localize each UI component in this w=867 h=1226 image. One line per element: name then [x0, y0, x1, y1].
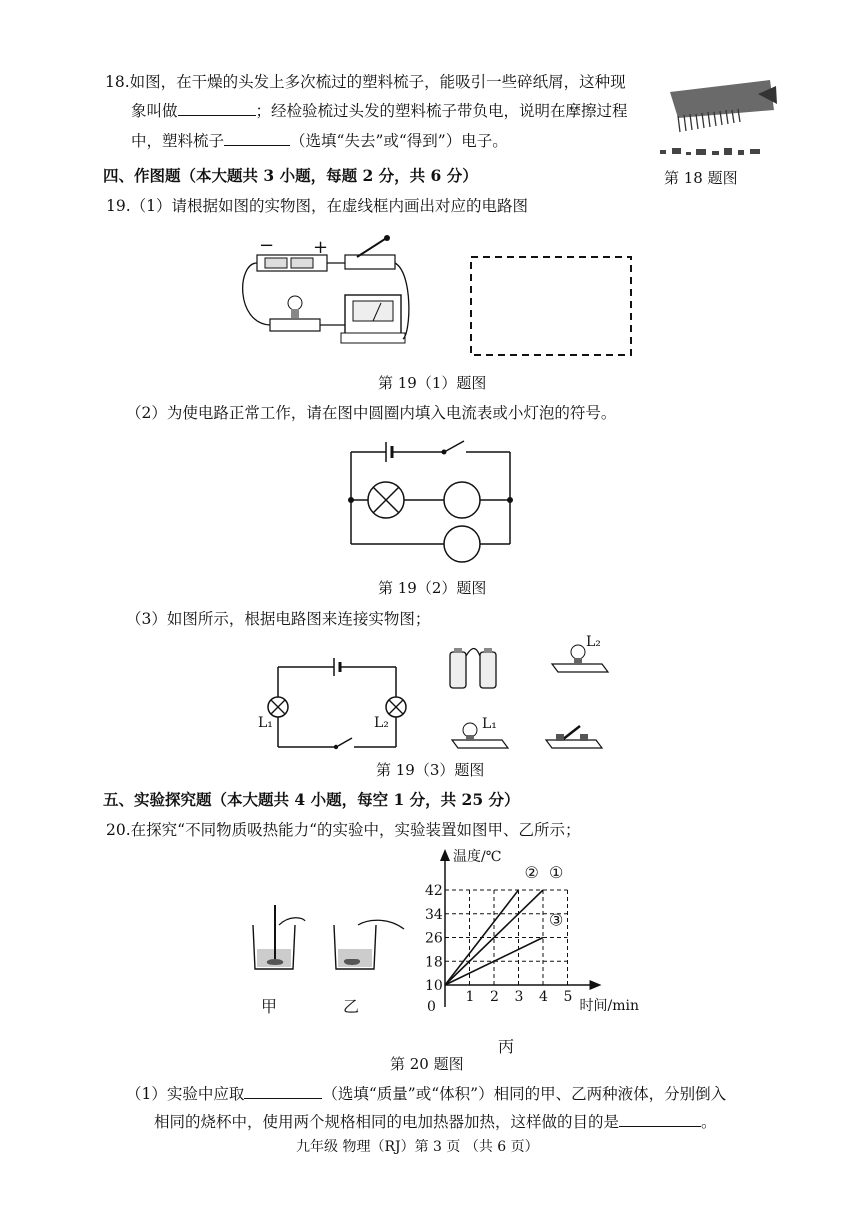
q19-2-empty-circle-1[interactable] [444, 482, 480, 518]
section4-title: 四、作图题（本大题共 3 小题，每题 2 分，共 6 分） [103, 166, 478, 185]
q20-p1-line1 [126, 1084, 726, 1104]
x-tick-2: 2 [490, 989, 499, 1005]
real-label-L2: L₂ [586, 634, 601, 650]
q19-3-battery-pack[interactable] [446, 646, 502, 694]
series-line-1 [445, 890, 519, 985]
q18-line3-text-a: 中，塑料梳子 [131, 132, 225, 150]
x-tick-1: 1 [465, 989, 475, 1005]
series-label-3: ③ [549, 910, 564, 930]
q19-1-physical-circuit [235, 233, 410, 358]
label-bing: 丙 [498, 1037, 515, 1056]
q20-intro: 20.在探究“不同物质吸热能力“的实验中，实验装置如图甲、乙所示； [106, 821, 581, 839]
beaker-yi [328, 915, 408, 975]
series-label-1: ② [524, 863, 539, 882]
diagram-label-L2: L₂ [374, 715, 389, 731]
q18-blank-2[interactable] [224, 131, 290, 146]
x-axis-arrow [590, 980, 602, 990]
q20-p1-text-a: （1）实验中应取 [126, 1085, 245, 1103]
q20-p1-text-c: 相同的烧杯中，使用两个规格相同的电加热器加热，这样做的目的是 [154, 1113, 620, 1131]
x-tick-5: 5 [563, 989, 573, 1005]
page-footer: 九年级 物理（RJ）第 3 页 （共 6 页） [296, 1139, 539, 1155]
x-axis-label: 时间/min [579, 998, 639, 1014]
q20-p1-line2 [154, 1112, 717, 1132]
q19-2-circuit-diagram [348, 440, 518, 570]
q19-caption2: 第 19（2）题图 [378, 579, 487, 597]
battery-minus-label: − [259, 235, 275, 256]
y-tick-18: 18 [425, 954, 443, 971]
q18-line2-text-b: ；经检验梳过头发的塑料梳子带负电，说明在摩擦过程 [255, 102, 628, 120]
real-label-L1: L₁ [482, 716, 497, 732]
q18-line2-text-a: 象叫做 [131, 102, 178, 120]
q20-blank-1[interactable] [244, 1084, 322, 1099]
y-tick-26: 26 [425, 930, 443, 947]
q18-blank-1[interactable] [178, 101, 256, 116]
y-tick-34: 34 [425, 906, 443, 923]
q18-line3-text-b: （选填“失去”或“得到”）电子。 [290, 132, 508, 150]
q18-line3 [131, 131, 508, 151]
q20-p1-text-b: （选填“质量”或“体积”）相同的甲、乙两种液体，分别倒入 [322, 1085, 727, 1103]
q18-figure-caption: 第 18 题图 [664, 169, 738, 187]
x-tick-3: 3 [514, 989, 524, 1005]
y-tick-10: 10 [425, 978, 443, 994]
y-axis-arrow [440, 849, 450, 861]
q20-caption: 第 20 题图 [390, 1055, 464, 1073]
q19-part1: 19.（1）请根据如图的实物图，在虚线框内画出对应的电路图 [106, 197, 529, 215]
q19-part2: （2）为使电路正常工作，请在图中圆圈内填入电流表或小灯泡的符号。 [126, 404, 617, 422]
q18-line1: 18.如图，在干燥的头发上多次梳过的塑料梳子，能吸引一些碎纸屑，这种现 [105, 73, 626, 91]
q19-3-bulb-L1[interactable] [448, 722, 514, 754]
q18-line2 [131, 101, 628, 121]
q19-3-switch[interactable] [544, 722, 606, 754]
q19-3-bulb-L2[interactable] [548, 636, 614, 678]
comb-figure [658, 70, 778, 165]
label-jia: 甲 [261, 997, 278, 1016]
q19-caption1: 第 19（1）题图 [378, 374, 487, 392]
q19-part3: （3）如图所示，根据电路图来连接实物图； [126, 610, 431, 628]
temperature-time-chart [400, 845, 639, 1045]
x-tick-4: 4 [539, 989, 548, 1005]
y-tick-42: 42 [425, 883, 443, 899]
q19-1-answer-box[interactable] [470, 256, 632, 356]
battery-plus-label: + [313, 237, 329, 258]
beaker-jia [245, 905, 305, 975]
section5-title: 五、实验探究题（本大题共 4 小题，每空 1 分，共 25 分） [103, 790, 520, 809]
q19-caption3: 第 19（3）题图 [376, 761, 485, 779]
diagram-label-L1: L₁ [258, 715, 273, 731]
series-label-2: ① [549, 863, 564, 882]
q19-3-circuit-diagram [258, 655, 418, 755]
q19-2-empty-circle-2[interactable] [444, 526, 480, 562]
y-axis-label: 温度/℃ [453, 849, 502, 865]
origin-label: 0 [427, 999, 436, 1015]
q20-p1-text-d: 。 [701, 1113, 717, 1131]
q20-blank-2[interactable] [619, 1112, 701, 1127]
label-yi: 乙 [343, 997, 360, 1016]
